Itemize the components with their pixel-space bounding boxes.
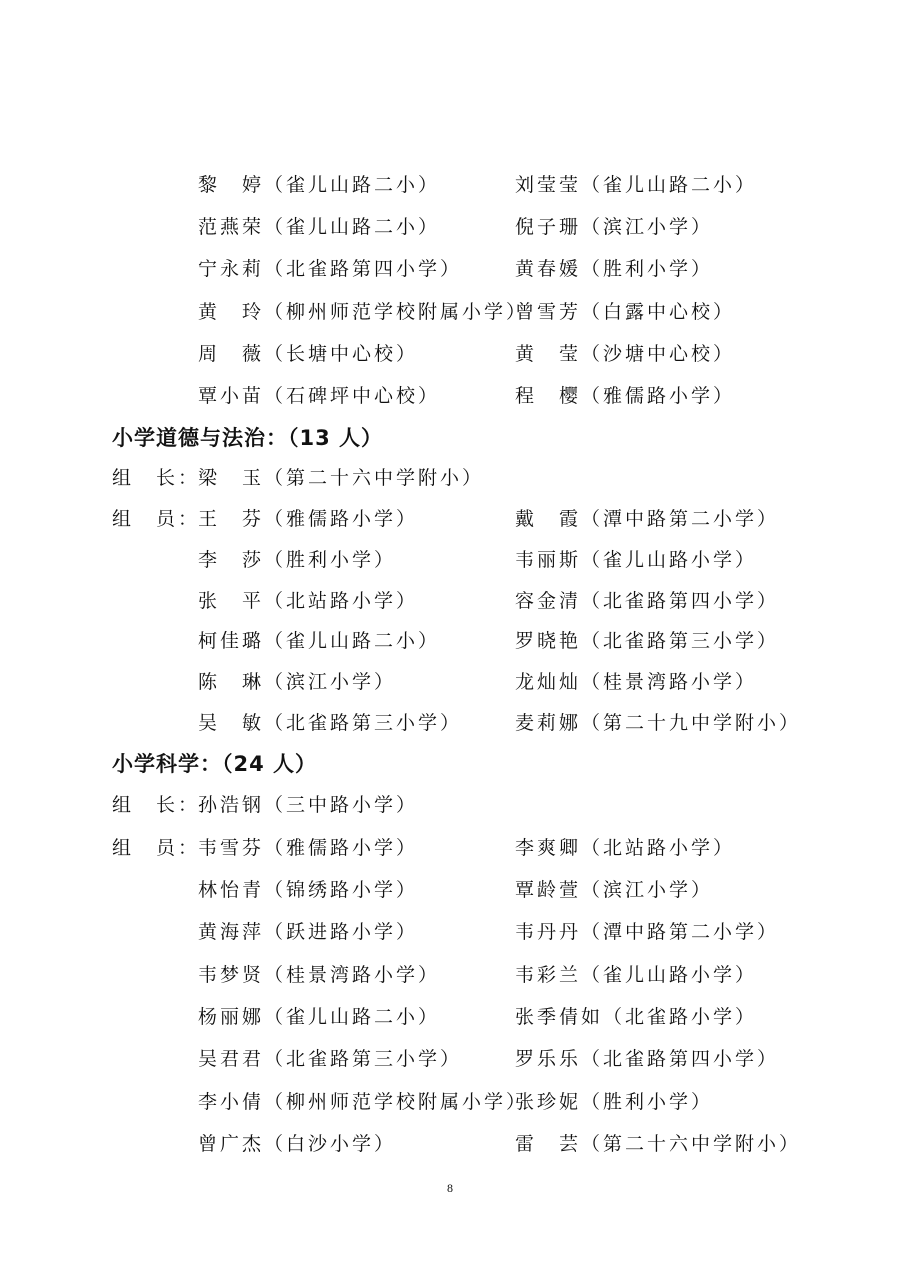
member-name: 宁永莉（北雀路第四小学）	[198, 258, 463, 280]
list-item	[0, 1001, 900, 1033]
list-item	[0, 585, 900, 617]
list-item	[0, 380, 900, 412]
member-name: 黄海萍（跃进路小学）	[198, 921, 419, 943]
members-label: 组 员：	[112, 508, 201, 530]
member-name: 王 芬（雅儒路小学）	[198, 508, 419, 530]
member-name: 韦丹丹（潭中路第二小学）	[515, 921, 780, 943]
list-item	[0, 874, 900, 906]
list-item	[0, 959, 900, 991]
member-name: 杨丽娜（雀儿山路二小）	[198, 1006, 441, 1028]
member-name: 黄 玲（柳州师范学校附属小学）	[198, 301, 529, 323]
list-item	[0, 253, 900, 285]
member-name: 李小倩（柳州师范学校附属小学）	[198, 1091, 529, 1113]
member-name: 覃龄萱（滨江小学）	[515, 879, 714, 901]
leader-row	[0, 789, 900, 821]
member-name: 吴君君（北雀路第三小学）	[198, 1048, 463, 1070]
member-name: 张 平（北站路小学）	[198, 590, 419, 612]
list-item	[0, 666, 900, 698]
member-name: 陈 琳（滨江小学）	[198, 671, 397, 693]
members-label: 组 员：	[112, 837, 201, 859]
leader-row	[0, 462, 900, 494]
member-name: 韦彩兰（雀儿山路小学）	[515, 964, 758, 986]
section-heading: 小学科学：（24 人）	[112, 752, 318, 776]
member-name: 程 樱（雅儒路小学）	[515, 385, 736, 407]
member-name: 林怡青（锦绣路小学）	[198, 879, 419, 901]
member-name: 覃小苗（石碑坪中心校）	[198, 385, 441, 407]
section-heading: 小学道德与法治：（13 人）	[112, 426, 384, 450]
member-name: 麦莉娜（第二十九中学附小）	[515, 712, 802, 734]
list-item	[0, 707, 900, 739]
member-name: 范燕荣（雀儿山路二小）	[198, 216, 441, 238]
member-name: 刘莹莹（雀儿山路二小）	[515, 174, 758, 196]
member-name: 倪子珊（滨江小学）	[515, 216, 714, 238]
member-name: 韦雪芬（雅儒路小学）	[198, 837, 419, 859]
list-item	[0, 169, 900, 201]
member-name: 黎 婷（雀儿山路二小）	[198, 174, 441, 196]
member-name: 戴 霞（潭中路第二小学）	[515, 508, 780, 530]
list-item	[0, 832, 900, 864]
member-name: 罗乐乐（北雀路第四小学）	[515, 1048, 780, 1070]
leader-name: 梁 玉（第二十六中学附小）	[198, 467, 485, 489]
list-item	[0, 211, 900, 243]
member-name: 吴 敏（北雀路第三小学）	[198, 712, 463, 734]
member-name: 韦梦贤（桂景湾路小学）	[198, 964, 441, 986]
member-name: 曾广杰（白沙小学）	[198, 1133, 397, 1155]
leader-label: 组 长：	[112, 467, 201, 489]
list-item	[0, 1086, 900, 1118]
list-item	[0, 1043, 900, 1075]
list-item	[0, 296, 900, 328]
member-name: 柯佳璐（雀儿山路二小）	[198, 630, 441, 652]
member-name: 张季倩如（北雀路小学）	[515, 1006, 758, 1028]
member-name: 李 莎（胜利小学）	[198, 549, 397, 571]
member-name: 雷 芸（第二十六中学附小）	[515, 1133, 802, 1155]
leader-label: 组 长：	[112, 794, 201, 816]
list-item	[0, 625, 900, 657]
list-item	[0, 338, 900, 370]
list-item	[0, 503, 900, 535]
member-name: 李爽卿（北站路小学）	[515, 837, 736, 859]
member-name: 龙灿灿（桂景湾路小学）	[515, 671, 758, 693]
member-name: 周 薇（长塘中心校）	[198, 343, 419, 365]
member-name: 曾雪芳（白露中心校）	[515, 301, 736, 323]
member-name: 黄春媛（胜利小学）	[515, 258, 714, 280]
member-name: 韦丽斯（雀儿山路小学）	[515, 549, 758, 571]
member-name: 黄 莹（沙塘中心校）	[515, 343, 736, 365]
leader-name: 孙浩钢（三中路小学）	[198, 794, 419, 816]
list-item	[0, 916, 900, 948]
list-item	[0, 544, 900, 576]
list-item	[0, 1128, 900, 1160]
member-name: 容金清（北雀路第四小学）	[515, 590, 780, 612]
member-name: 罗晓艳（北雀路第三小学）	[515, 630, 780, 652]
page-number: 8	[447, 1181, 453, 1195]
member-name: 张珍妮（胜利小学）	[515, 1091, 714, 1113]
